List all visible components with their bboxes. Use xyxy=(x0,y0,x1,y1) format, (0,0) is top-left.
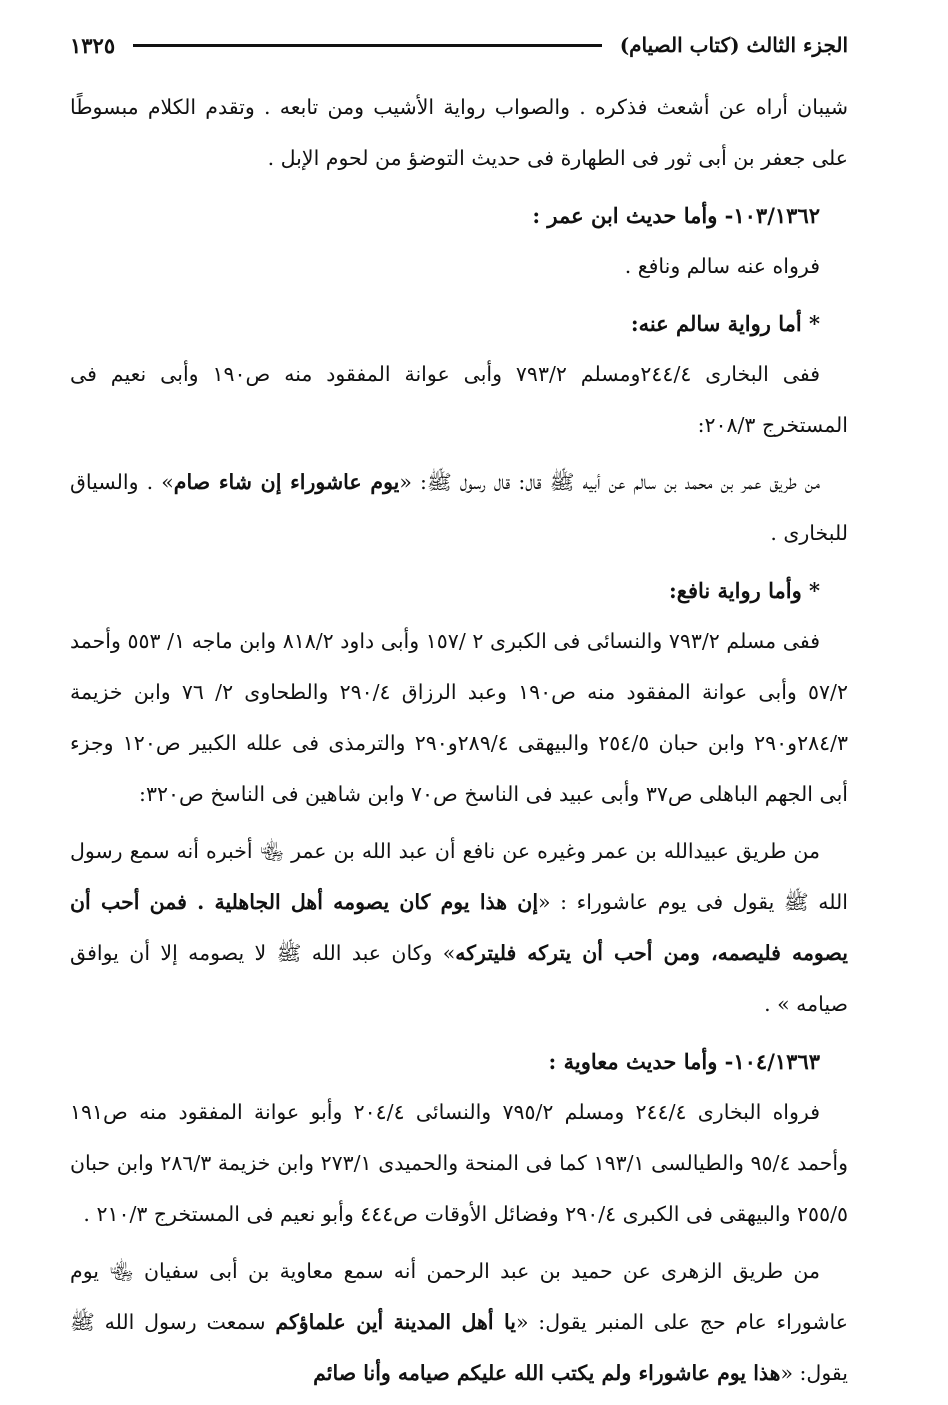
heading-salim: * أما رواية سالم عنه: xyxy=(630,311,820,336)
hadith-text: هذا يوم عاشوراء ولم يكتب الله عليكم صيامه وأنا صائم xyxy=(313,1361,781,1385)
page xyxy=(70,28,848,1405)
header-rule xyxy=(133,44,602,47)
hadith-text: إن هذا يوم كان يصومه أهل الجاهلية . فمن أحب أن يصومه فليصمه، ومن أحب أن يتركه فليتركه xyxy=(70,890,848,965)
paragraph-narrators: فرواه عنه سالم ونافع . xyxy=(624,254,820,278)
hadith-note: » وكان عبد الله ﷺ لا يصومه إلا أن يوافق صيامه » . xyxy=(70,941,848,1016)
hadith-note: » . والسياق للبخارى . xyxy=(70,470,848,545)
heading-nafi: * وأما رواية نافع: xyxy=(669,578,820,603)
paragraph-muawiya-sources: فرواه البخارى ٢٤٤/٤ ومسلم ٧٩٥/٢ والنسائى ٢٠٤/٤ وأبو عوانة المفقود منه ص١٩١ وأحمد ٩٥/٤ والطيالسى ١٩٣/١ كما فى المنحة والحميدى ٢٧٣/١ وابن خزيمة ٢٨٦/٣ وابن حبان ٢٥٥/٥ والبيهقى فى الكبرى ٢٩٠/٤ وفضائل الأوقات ص٤٤٤ وأبو نعيم فى المستخرج ٢١٠/٣ . xyxy=(70,1100,848,1226)
page-number: ١٣٢٥ xyxy=(70,32,116,58)
page-header xyxy=(70,28,848,62)
paragraph-salim-sources: ففى البخارى ٢٤٤/٤ومسلم ٧٩٣/٢ وأبى عوانة المفقود منه ص١٩٠ وأبى نعيم فى المستخرج ٢٠٨/٣: xyxy=(70,362,848,437)
paragraph-continuation: شيبان أراه عن أشعث فذكره . والصواب رواية الأشيب ومن تابعه . وتقدم الكلام مبسوطًا على جعفر بن أبى ثور فى الطهارة فى حديث التوضؤ من لحوم الإبل . xyxy=(70,95,848,170)
hadith-chain: من طريق عمر بن محمد بن سالم عن أبيه ﷺ قال: قال رسول ﷺ: « xyxy=(399,470,821,494)
heading-ibn-umar: ١٠٣/١٣٦٢- وأما حديث ابن عمر : xyxy=(532,203,820,228)
paragraph-nafi-sources: ففى مسلم ٧٩٣/٢ والنسائى فى الكبرى ٢ /١٥٧ وأبى داود ٨١٨/٢ وابن ماجه ١/ ٥٥٣ وأحمد ٥٧/٢ وأبى عوانة المفقود منه ص١٩٠ وعبد الرزاق ٢٩٠/٤ والطحاوى ٢/ ٧٦ وابن خزيمة ٢٨٤/٣و٢٩٠ وابن حبان ٢٥٤/٥ والبيهقى ٢٨٩/٤و٢٩٠ والترمذى فى علله الكبير ص١٢٠ وجزء أبى الجهم الباهلى ص٣٧ وأبى عبيد فى الناسخ ص٧٠ وابن شاهين فى الناسخ ص٣٢٠: xyxy=(70,629,849,806)
paragraph-nafi-hadith xyxy=(70,826,848,1030)
heading-muawiya: ١٠٤/١٣٦٣- وأما حديث معاوية : xyxy=(548,1049,820,1074)
hadith-quote: يا أهل المدينة أين علماؤكم xyxy=(275,1310,516,1334)
paragraph-muawiya-hadith xyxy=(70,1246,848,1399)
hadith-chain: من طريق الزهرى عن حميد بن عبد الرحمن أنه سمع معاوية بن أبى سفيان ﵄ يوم عاشوراء عام حج على المنبر يقول: « xyxy=(70,1259,848,1334)
hadith-chain-continued: سمعت رسول الله ﷺ يقول: « xyxy=(70,1310,848,1385)
hadith-chain: من طريق عبيدالله بن عمر وغيره عن نافع أن عبد الله بن عمر ﵄ أخبره أنه سمع رسول الله ﷺ يقول فى يوم عاشوراء : « xyxy=(70,839,848,914)
running-title: الجزء الثالث (كتاب الصيام) xyxy=(619,33,848,57)
paragraph-salim-hadith xyxy=(70,457,848,559)
hadith-text: يوم عاشوراء إن شاء صام xyxy=(173,470,400,494)
